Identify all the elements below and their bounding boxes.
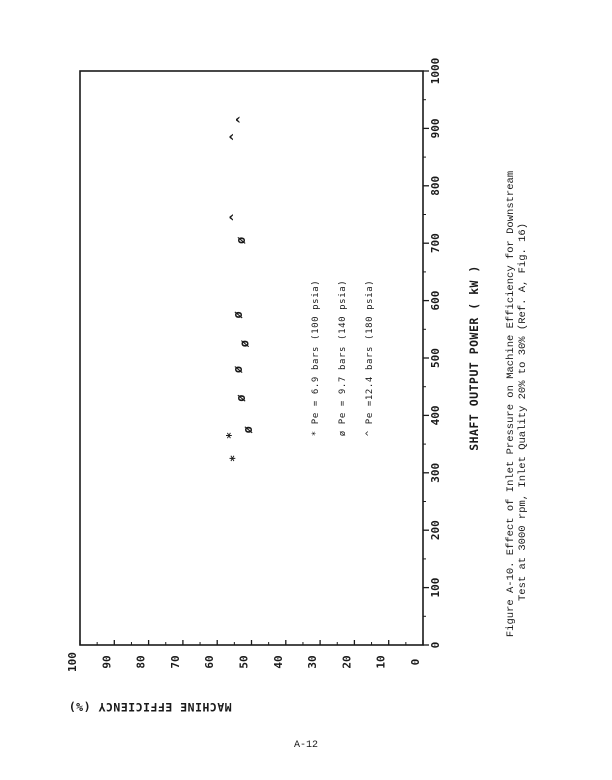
y-tick-label: 10 (374, 655, 388, 669)
caption-line-2: Test at 3000 rpm, Inlet Quality 20% to 30% (Ref. A, Fig. 16) (517, 222, 529, 602)
x-tick-label: 400 (429, 405, 442, 426)
y-tick-label: 100 (66, 652, 79, 672)
legend-entry: * Pe = 6.9 bars (100 psia) (311, 279, 321, 437)
y-tick-label: 30 (306, 655, 320, 669)
data-point: ^ (227, 133, 242, 141)
data-point: ø (230, 365, 245, 374)
data-point: ø (234, 236, 249, 244)
data-point: * (223, 431, 238, 440)
y-tick-label: 70 (168, 655, 182, 669)
y-tick-label: 50 (237, 655, 251, 669)
data-points (224, 116, 255, 462)
page-number: A-12 (293, 740, 318, 751)
y-tick-label: 20 (340, 655, 354, 669)
x-tick-label: 0 (429, 641, 442, 649)
x-tick-label: 700 (429, 233, 442, 254)
x-tick-label: 200 (429, 520, 442, 541)
data-point: ø (230, 311, 245, 319)
y-tick-label: 80 (134, 655, 148, 669)
x-axis-label: SHAFT OUTPUT POWER ( kW ) (467, 265, 481, 451)
caption-line-1: Figure A-10. Effect of Inlet Pressure on Machine Efficiency for Downstream (505, 170, 517, 638)
x-tick-label: 600 (429, 290, 442, 311)
legend-entry: ø Pe = 9.7 bars (140 psia) (338, 279, 348, 437)
data-point: ø (241, 426, 256, 434)
legend (311, 280, 375, 436)
y-tick-label: 0 (409, 658, 422, 666)
x-axis (423, 58, 442, 649)
x-tick-label: 300 (429, 462, 442, 483)
data-point: ^ (234, 116, 249, 124)
data-point: ^ (227, 213, 242, 221)
y-tick-label: 40 (271, 655, 285, 669)
x-tick-label: 500 (429, 348, 442, 368)
y-tick-label: 60 (203, 655, 217, 669)
y-tick-label: 90 (100, 655, 114, 669)
x-tick-label: 800 (429, 175, 442, 196)
x-tick-label: 1000 (429, 57, 442, 85)
legend-entry: ^ Pe =12.4 bars (180 psia) (365, 279, 375, 437)
y-axis-label: MACHINE EFFICIENCY (%) (68, 700, 232, 714)
data-point: * (227, 454, 242, 463)
x-tick-label: 100 (429, 577, 442, 598)
data-point: ø (237, 340, 252, 348)
data-point: ø (234, 394, 249, 402)
x-tick-label: 900 (429, 118, 442, 139)
